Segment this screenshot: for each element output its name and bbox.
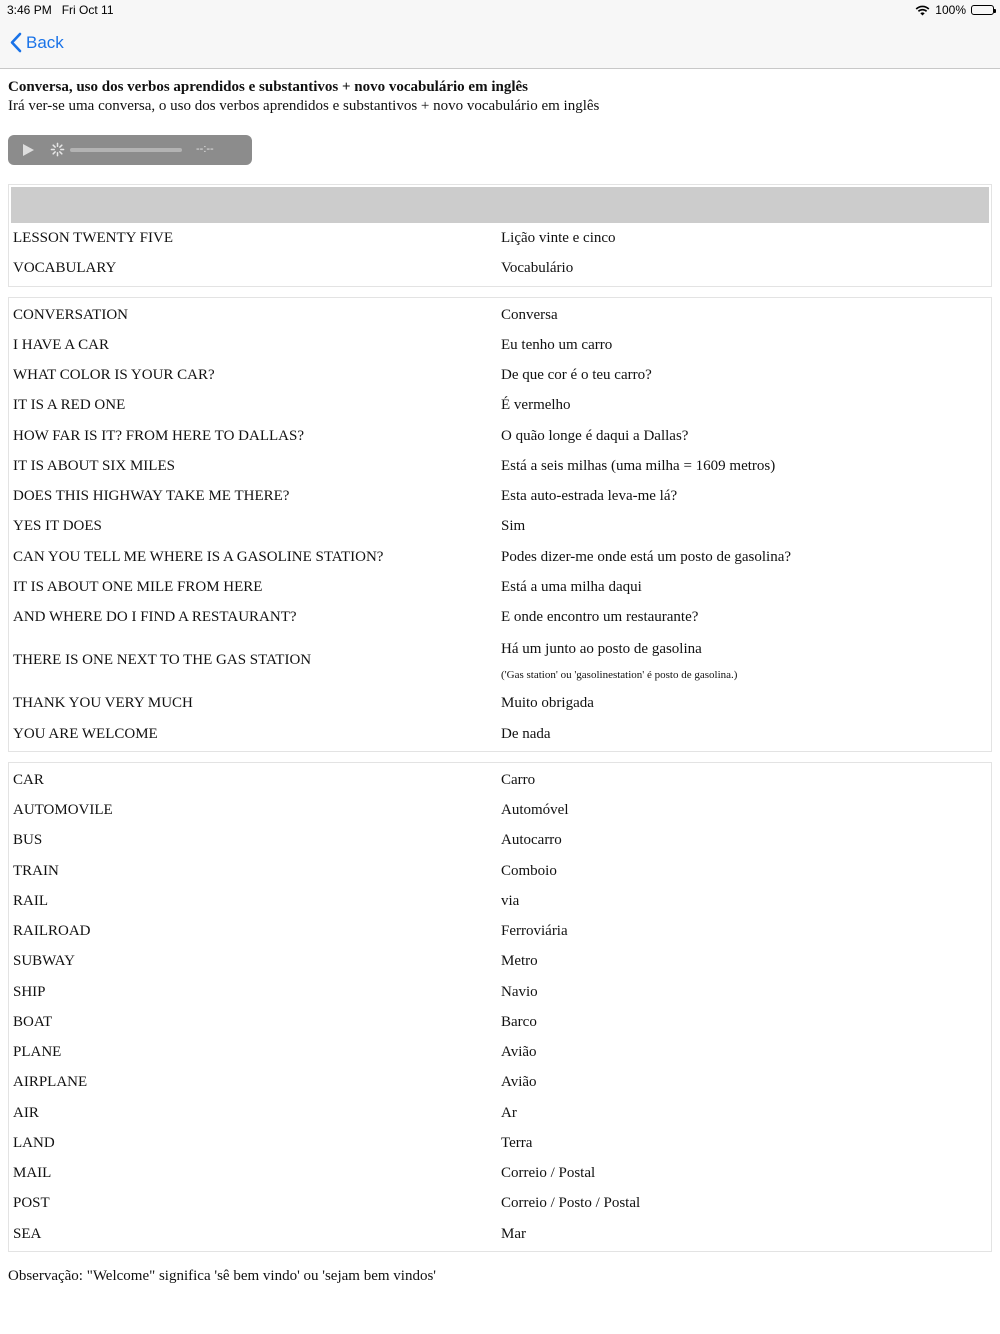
translation-note: ('Gas station' ou 'gasolinestation' é posto de gasolina.) (501, 668, 738, 681)
english-phrase: RAIL (13, 892, 48, 909)
table-row (11, 300, 989, 330)
table-row (11, 825, 989, 855)
status-time: 3:46 PM (7, 3, 52, 17)
portuguese-translation-cell (501, 770, 989, 790)
wifi-icon (915, 5, 930, 16)
table-row (11, 572, 989, 602)
portuguese-translation-cell (501, 228, 989, 248)
table-row (11, 1067, 989, 1097)
portuguese-translation: Terra (501, 1134, 533, 1151)
table-row (11, 916, 989, 946)
portuguese-translation-cell (501, 921, 989, 941)
battery-icon (971, 5, 994, 15)
portuguese-translation: Sim (501, 518, 526, 535)
portuguese-translation-cell (501, 639, 989, 682)
english-phrase: AUTOMOVILE (13, 802, 113, 819)
table-row (11, 688, 989, 718)
portuguese-translation-cell (501, 982, 989, 1002)
portuguese-translation: Navio (501, 983, 538, 1000)
english-phrase: MAIL (13, 1165, 52, 1182)
portuguese-translation-cell (501, 1163, 989, 1183)
english-phrase: LESSON TWENTY FIVE (13, 230, 173, 247)
table-row (11, 390, 989, 420)
navigation-bar (0, 20, 1000, 69)
portuguese-translation-cell (501, 1193, 989, 1213)
portuguese-translation-cell (501, 456, 989, 476)
english-phrase: HOW FAR IS IT? FROM HERE TO DALLAS? (13, 427, 304, 444)
table-row (11, 330, 989, 360)
portuguese-translation: Eu tenho um carro (501, 336, 613, 353)
portuguese-translation: Está a seis milhas (uma milha = 1609 metros) (501, 457, 776, 474)
portuguese-translation-cell (501, 577, 989, 597)
vocabulary-table-3 (8, 762, 992, 1252)
english-phrase: PLANE (13, 1044, 62, 1061)
portuguese-translation: Comboio (501, 862, 557, 879)
lesson-subtitle: Irá ver-se uma conversa, o uso dos verbos aprendidos e substantivos + novo vocabulário em inglês (8, 98, 600, 114)
portuguese-translation: Lição vinte e cinco (501, 230, 616, 247)
table-row (11, 886, 989, 916)
audio-time: --:-- (196, 143, 214, 155)
chevron-left-icon (10, 32, 22, 53)
portuguese-translation-cell (501, 951, 989, 971)
table-row (11, 1098, 989, 1128)
english-phrase: LAND (13, 1134, 55, 1151)
portuguese-translation: O quão longe é daqui a Dallas? (501, 427, 689, 444)
portuguese-translation: Metro (501, 953, 538, 970)
portuguese-translation-cell (501, 830, 989, 850)
portuguese-translation: Está a uma milha daqui (501, 578, 642, 595)
english-phrase: BOAT (13, 1013, 53, 1030)
english-phrase: CAN YOU TELL ME WHERE IS A GASOLINE STATION? (13, 548, 384, 565)
vocabulary-table-2 (8, 297, 992, 752)
table-row (11, 795, 989, 825)
english-phrase: THERE IS ONE NEXT TO THE GAS STATION (13, 652, 312, 669)
english-phrase: AIRPLANE (13, 1074, 88, 1091)
table-row (11, 632, 989, 688)
portuguese-translation: De que cor é o teu carro? (501, 367, 652, 384)
audio-progress-bar[interactable] (70, 148, 182, 152)
english-phrase: WHAT COLOR IS YOUR CAR? (13, 367, 215, 384)
portuguese-translation-cell (501, 258, 989, 278)
loading-spinner-icon (50, 142, 65, 157)
portuguese-translation: Conversa (501, 306, 558, 323)
table-row (11, 253, 989, 283)
portuguese-translation-cell (501, 891, 989, 911)
table-row (11, 765, 989, 795)
table-row (11, 223, 989, 253)
table-row (11, 360, 989, 390)
portuguese-translation: Correio / Postal (501, 1165, 596, 1182)
back-button[interactable] (10, 32, 64, 53)
portuguese-translation: Mar (501, 1225, 526, 1242)
english-phrase: RAILROAD (13, 923, 91, 940)
portuguese-translation: De nada (501, 725, 551, 742)
portuguese-translation: Barco (501, 1013, 537, 1030)
portuguese-translation: E onde encontro um restaurante? (501, 609, 699, 626)
english-phrase: IT IS ABOUT SIX MILES (13, 457, 175, 474)
portuguese-translation-cell (501, 1042, 989, 1062)
table-row (11, 1037, 989, 1067)
portuguese-translation: Autocarro (501, 832, 562, 849)
portuguese-translation: Vocabulário (501, 260, 574, 277)
english-phrase: CAR (13, 771, 44, 788)
english-phrase: YOU ARE WELCOME (13, 725, 158, 742)
portuguese-translation: Ar (501, 1104, 517, 1121)
portuguese-translation-cell (501, 547, 989, 567)
english-phrase: AND WHERE DO I FIND A RESTAURANT? (13, 609, 297, 626)
english-phrase: CONVERSATION (13, 306, 129, 323)
portuguese-translation-cell (501, 1072, 989, 1092)
portuguese-translation-cell (501, 1103, 989, 1123)
battery-percent: 100% (935, 3, 966, 17)
portuguese-translation-cell (501, 861, 989, 881)
portuguese-translation-cell (501, 1224, 989, 1244)
english-phrase: TRAIN (13, 862, 59, 879)
portuguese-translation-cell (501, 1133, 989, 1153)
table-row (11, 511, 989, 541)
table-header-bar (11, 187, 989, 223)
portuguese-translation-cell (501, 724, 989, 744)
portuguese-translation: Há um junto ao posto de gasolina (501, 640, 702, 657)
portuguese-translation: Muito obrigada (501, 695, 594, 712)
observation-note: Observação: "Welcome" significa 'sê bem vindo' ou 'sejam bem vindos' (8, 1267, 436, 1284)
portuguese-translation: via (501, 892, 520, 909)
table-row (11, 1188, 989, 1218)
english-phrase: SEA (13, 1225, 42, 1242)
portuguese-translation-cell (501, 395, 989, 415)
back-label: Back (26, 32, 64, 52)
english-phrase: BUS (13, 832, 43, 849)
english-phrase: IT IS A RED ONE (13, 397, 126, 414)
english-phrase: SUBWAY (13, 953, 75, 970)
table-row (11, 542, 989, 572)
table-row (11, 946, 989, 976)
table-row (11, 856, 989, 886)
english-phrase: SHIP (13, 983, 46, 1000)
table-row (11, 451, 989, 481)
lesson-title: Conversa, uso dos verbos aprendidos e substantivos + novo vocabulário em inglês (8, 79, 529, 95)
portuguese-translation: Automóvel (501, 802, 569, 819)
audio-player (8, 135, 252, 165)
english-phrase: VOCABULARY (13, 260, 117, 277)
table-row (11, 719, 989, 749)
status-date: Fri Oct 11 (61, 3, 114, 17)
portuguese-translation: Esta auto-estrada leva-me lá? (501, 488, 678, 505)
table-row (11, 977, 989, 1007)
portuguese-translation: Ferroviária (501, 923, 568, 940)
portuguese-translation: Correio / Posto / Postal (501, 1195, 641, 1212)
table-row (11, 1158, 989, 1188)
portuguese-translation-cell (501, 800, 989, 820)
portuguese-translation: Carro (501, 771, 536, 788)
portuguese-translation-cell (501, 335, 989, 355)
table-row (11, 1219, 989, 1249)
status-bar (0, 0, 1000, 20)
portuguese-translation: Podes dizer-me onde está um posto de gasolina? (501, 548, 792, 565)
portuguese-translation-cell (501, 607, 989, 627)
english-phrase: AIR (13, 1104, 39, 1121)
table-row (11, 481, 989, 511)
portuguese-translation-cell (501, 486, 989, 506)
table-row (11, 602, 989, 632)
portuguese-translation-cell (501, 305, 989, 325)
portuguese-translation: É vermelho (501, 397, 571, 414)
lesson-content (0, 78, 1000, 1285)
english-phrase: IT IS ABOUT ONE MILE FROM HERE (13, 578, 263, 595)
table-row (11, 1128, 989, 1158)
table-row (11, 1007, 989, 1037)
portuguese-translation: Avião (501, 1044, 537, 1061)
english-phrase: DOES THIS HIGHWAY TAKE ME THERE? (13, 488, 290, 505)
english-phrase: I HAVE A CAR (13, 336, 109, 353)
portuguese-translation: Avião (501, 1074, 537, 1091)
play-icon[interactable] (23, 144, 34, 156)
portuguese-translation-cell (501, 693, 989, 713)
english-phrase: THANK YOU VERY MUCH (13, 695, 193, 712)
vocabulary-table-1 (8, 184, 992, 287)
english-phrase: POST (13, 1195, 50, 1212)
table-row (11, 421, 989, 451)
portuguese-translation-cell (501, 1012, 989, 1032)
portuguese-translation-cell (501, 365, 989, 385)
english-phrase: YES IT DOES (13, 518, 102, 535)
portuguese-translation-cell (501, 516, 989, 536)
portuguese-translation-cell (501, 426, 989, 446)
vocabulary-tables (8, 184, 992, 1252)
